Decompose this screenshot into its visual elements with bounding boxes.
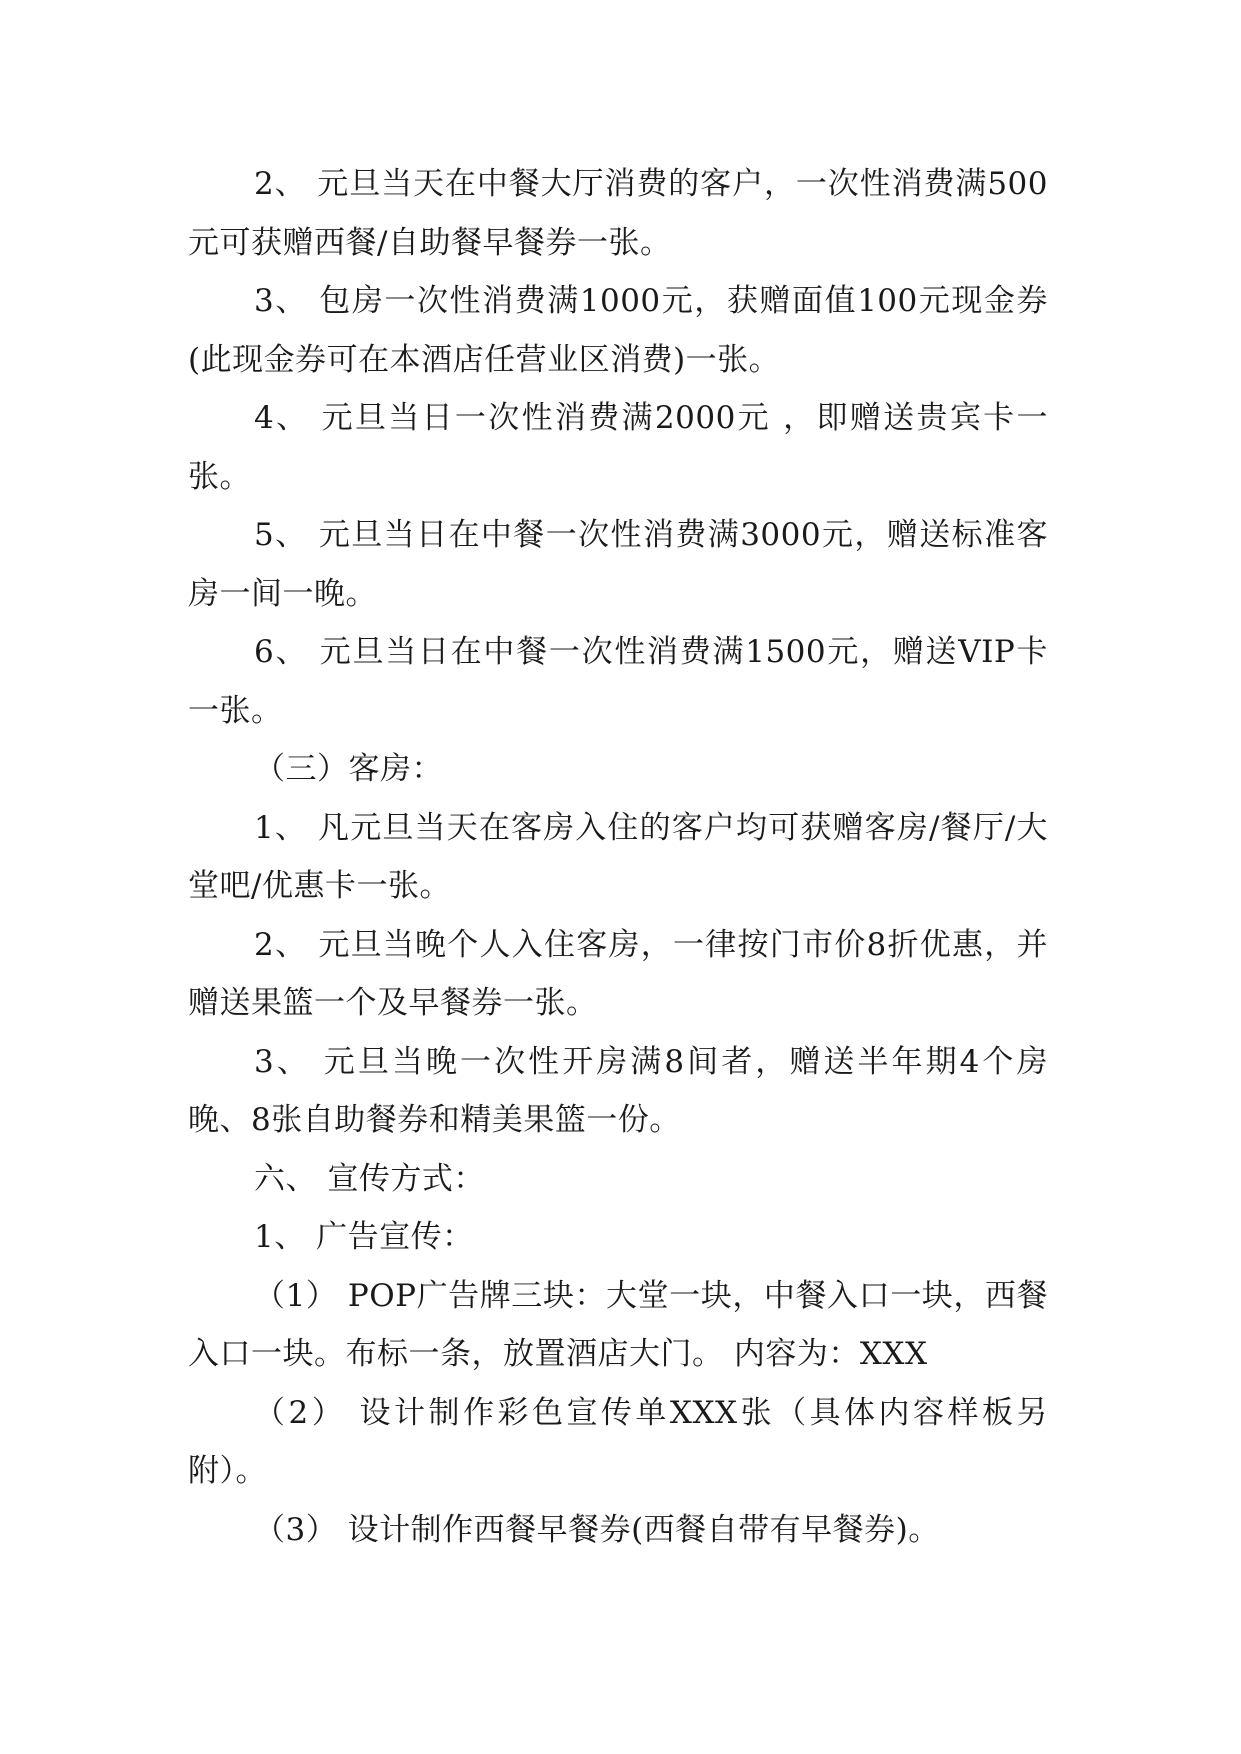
paragraph-promo-5: 5、 元旦当日在中餐一次性消费满3000元，赠送标准客房一间一晚。 — [188, 517, 1048, 612]
paragraph-ad-3: （3） 设计制作西餐早餐券(西餐自带有早餐券)。 — [254, 1511, 940, 1548]
paragraph-promo-3: 3、 包房一次性消费满1000元，获赠面值100元现金券(此现金券可在本酒店任营业区消费)一张。 — [188, 283, 1048, 378]
subheading-advertising: 1、 广告宣传： — [254, 1219, 474, 1255]
paragraph-ad-1: （1） POP广告牌三块：大堂一块，中餐入口一块，西餐入口一块。布标一条，放置酒店大门。 内容为：XXX — [188, 1277, 1048, 1372]
paragraph-promo-4: 4、 元旦当日一次性消费满2000元 ，即赠送贵宾卡一张。 — [188, 400, 1048, 495]
paragraph-room-2: 2、 元旦当晚个人入住客房，一律按门市价8折优惠，并赠送果篮一个及早餐券一张。 — [188, 926, 1048, 1021]
section-heading-publicity: 六、 宣传方式： — [254, 1160, 485, 1197]
section-heading-rooms: （三）客房： — [254, 751, 443, 787]
paragraph-room-3: 3、 元旦当晚一次性开房满8间者，赠送半年期4个房晚、8张自助餐券和精美果篮一份。 — [188, 1043, 1048, 1138]
paragraph-room-1: 1、 凡元旦当天在客房入住的客户均可获赠客房/餐厅/大堂吧/优惠卡一张。 — [188, 809, 1048, 904]
paragraph-promo-6: 6、 元旦当日在中餐一次性消费满1500元，赠送VIP卡一张。 — [188, 634, 1048, 729]
paragraph-ad-2: （2） 设计制作彩色宣传单XXX张（具体内容样板另附）。 — [188, 1394, 1048, 1489]
document-body — [188, 155, 1048, 1559]
paragraph-promo-2: 2、 元旦当天在中餐大厅消费的客户，一次性消费满500元可获赠西餐/自助餐早餐券一张。 — [188, 166, 1048, 261]
